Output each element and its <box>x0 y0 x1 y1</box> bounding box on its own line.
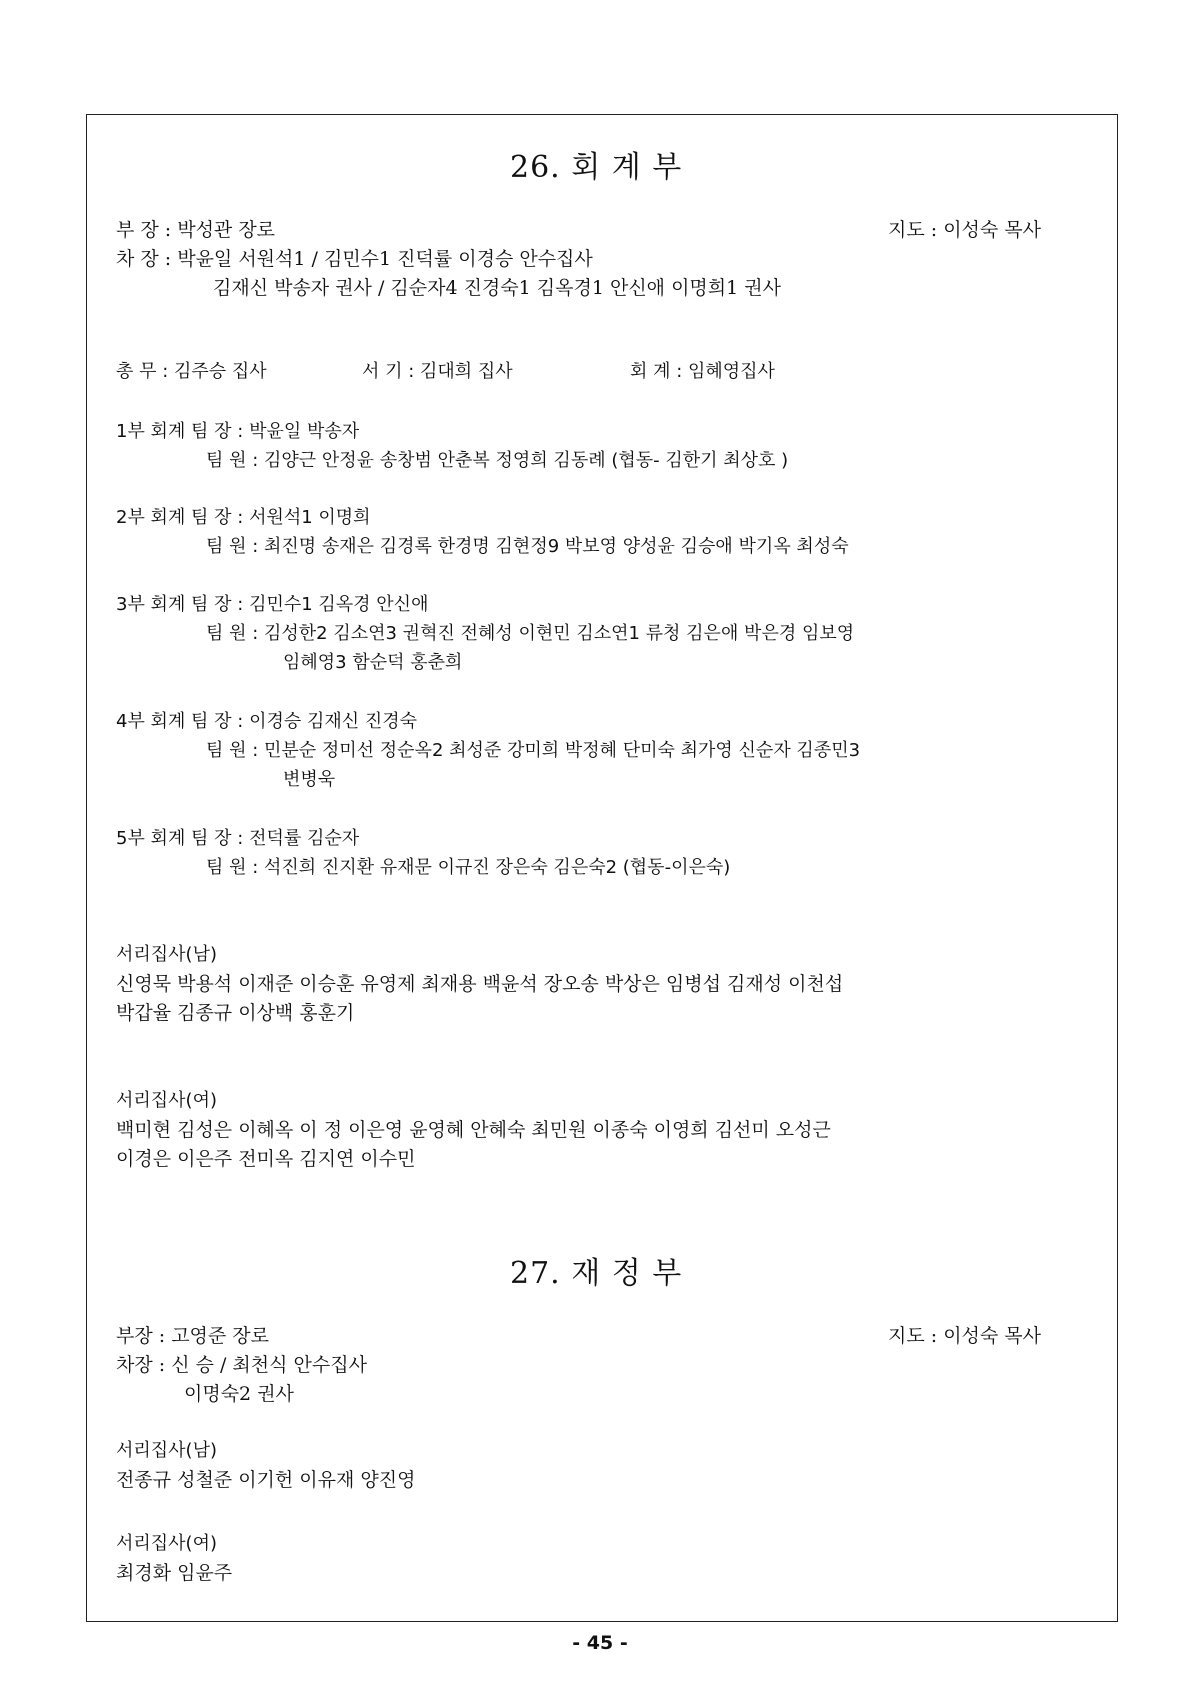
s26-vice-line-2: 김재신 박송자 권사 / 김순자4 진경숙1 김옥경1 안신애 이명희1 권사 <box>213 277 781 299</box>
s27-guide: 지도 : 이성숙 목사 <box>888 1325 1041 1347</box>
s26-head-line: 부 장 : 박성관 장로 <box>116 219 276 241</box>
team-4-leader: 4부 회계 팀 장 : 이경승 김재신 진경숙 <box>116 711 417 732</box>
s26-vice-line-1: 차 장 : 박윤일 서원석1 / 김민수1 진덕률 이경승 안수집사 <box>116 248 593 270</box>
team-2-members: 팀 원 : 최진명 송재은 김경록 한경명 김현정9 박보영 양성윤 김승애 박기옥 최성숙 <box>206 536 849 557</box>
team-1-members: 팀 원 : 김양근 안정윤 송창범 안춘복 정영희 김동례 (협동- 김한기 최상호 ) <box>206 450 789 471</box>
s27-male-deacons-line-1: 전종규 성철준 이기헌 이유재 양진영 <box>116 1469 416 1491</box>
team-5-members: 팀 원 : 석진희 진지환 유재문 이규진 장은숙 김은숙2 (협동-이은숙) <box>206 857 731 878</box>
s26-accountant: 회 계 : 임혜영집사 <box>630 361 775 382</box>
s26-female-deacons-line-2: 이경은 이은주 전미옥 김지연 이수민 <box>116 1148 416 1170</box>
s26-general: 총 무 : 김주승 집사 <box>116 361 267 382</box>
s26-guide: 지도 : 이성숙 목사 <box>888 219 1041 241</box>
s27-vice-line-2: 이명숙2 권사 <box>184 1383 294 1405</box>
s27-head-line: 부장 : 고영준 장로 <box>116 1325 269 1347</box>
s27-female-deacons-title: 서리집사(여) <box>116 1533 217 1554</box>
team-2-leader: 2부 회계 팀 장 : 서원석1 이명희 <box>116 507 371 528</box>
team-4-members: 팀 원 : 민분순 정미선 정순옥2 최성준 강미희 박정혜 단미숙 최가영 신순자 김종민3 <box>206 740 861 761</box>
section-27-title: 27. 재 정 부 <box>510 1256 683 1291</box>
s27-male-deacons-title: 서리집사(남) <box>116 1440 217 1461</box>
team-3-leader: 3부 회계 팀 장 : 김민수1 김옥경 안신애 <box>116 594 429 615</box>
s26-male-deacons-line-1: 신영묵 박용석 이재준 이승훈 유영제 최재용 백윤석 장오송 박상은 임병섭 김재성 이천섭 <box>116 973 844 995</box>
team-3-members-cont: 임혜영3 함순덕 홍춘희 <box>283 652 463 673</box>
page-number: - 45 - <box>572 1632 628 1654</box>
team-4-members-cont: 변병욱 <box>283 769 336 790</box>
s26-clerk: 서 기 : 김대희 집사 <box>362 361 513 382</box>
team-5-leader: 5부 회계 팀 장 : 전덕률 김순자 <box>116 828 360 849</box>
s26-female-deacons-line-1: 백미현 김성은 이혜옥 이 정 이은영 윤영혜 안혜숙 최민원 이종숙 이영희 김선미 오성근 <box>116 1119 831 1141</box>
section-26-title: 26. 회 계 부 <box>510 150 683 185</box>
s27-female-deacons-line-1: 최경화 임윤주 <box>116 1562 233 1584</box>
s26-male-deacons-title: 서리집사(남) <box>116 944 217 965</box>
team-1-leader: 1부 회계 팀 장 : 박윤일 박송자 <box>116 421 360 442</box>
s26-female-deacons-title: 서리집사(여) <box>116 1090 217 1111</box>
s26-male-deacons-line-2: 박갑율 김종규 이상백 홍훈기 <box>116 1002 355 1024</box>
team-3-members: 팀 원 : 김성한2 김소연3 권혁진 전혜성 이현민 김소연1 류청 김은애 박은경 임보영 <box>206 623 855 644</box>
s27-vice-line-1: 차장 : 신 승 / 최천식 안수집사 <box>116 1354 367 1376</box>
